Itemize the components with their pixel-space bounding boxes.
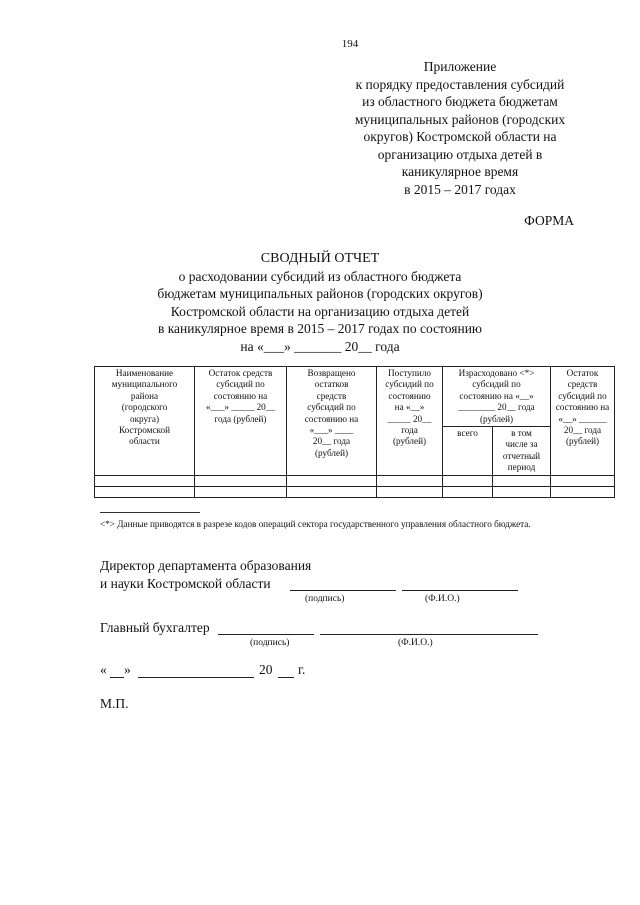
appendix-line: организацию отдыха детей в [377,146,543,162]
date-day-line [110,677,124,678]
table-cell [443,486,493,497]
appendix-line: округов) Костромской области на [363,129,557,144]
appendix-line: из областного бюджета бюджетам [362,94,558,109]
report-subtitle-line: бюджетам муниципальных районов (городских округов) [157,286,483,301]
accountant-sign-caption: (подпись) [250,638,290,648]
table-cell [493,475,551,486]
director-signature-line [290,590,396,591]
form-label: ФОРМА [524,213,574,228]
table-cell [377,475,443,486]
table-cell [195,486,287,497]
accountant-fio-caption: (Ф.И.О.) [398,638,433,648]
date-open-quote: « [100,662,107,677]
date-year-suffix: г. [298,662,306,677]
report-subtitle-line: о расходовании субсидий из областного бюджета [178,268,462,284]
footnote-rule [100,512,200,513]
header-returned: Возвращено остатков средств субсидий по состоянию на «___» ____ 20__ года (рублей) [287,367,377,476]
director-title-line1: Директор департамента образования [100,558,312,573]
report-subtitle-line: Костромской области на организацию отдыха детей [170,303,470,319]
appendix-line: каникулярное время [401,164,519,179]
report-date-line: на «___» _______ 20__ года [240,338,400,354]
table-cell [95,486,195,497]
date-close-quote: » [124,662,131,677]
appendix-block [330,58,590,198]
table-cell [195,475,287,486]
director-fio-line [402,590,518,591]
table-cell [287,475,377,486]
table-cell [377,486,443,497]
table-cell [551,475,615,486]
table-row [95,486,615,497]
header-balance: Остаток средств субсидий по состоянию на «___» _____ 20__ года (рублей) [195,367,287,476]
stamp-place: М.П. [100,696,129,711]
report-table [94,366,615,498]
appendix-line: к порядку предоставления субсидий [355,76,565,92]
accountant-title: Главный бухгалтер [100,620,210,635]
accountant-fio-line [320,634,538,635]
appendix-line: Приложение [423,59,497,74]
report-title: СВОДНЫЙ ОТЧЕТ [260,251,380,266]
page-number: 194 [341,38,359,50]
header-spent-total: всего [443,427,493,476]
header-spent-period: в том числе за отчетный период [493,427,551,476]
header-name: Наименование муниципального района (городского округа) Костромской области [95,367,195,476]
table-cell [287,486,377,497]
report-title-block [100,250,540,355]
report-subtitle-line: в каникулярное время в 2015 – 2017 годах по состоянию [157,321,483,336]
header-end-balance: Остаток средств субсидий по состоянию на «__» ______ 20__ года (рублей) [551,367,615,476]
appendix-line: муниципальных районов (городских [354,111,566,127]
director-fio-caption: (Ф.И.О.) [425,594,460,604]
header-spent: Израсходовано <*> субсидий по состоянию на «__» ________ 20__ года (рублей) [443,367,551,427]
table-row [95,475,615,486]
table-cell [551,486,615,497]
table-cell [95,475,195,486]
date-year-line [278,677,294,678]
director-title-line2: и науки Костромской области [100,576,271,591]
date-month-line [138,677,254,678]
accountant-signature-line [218,634,314,635]
director-sign-caption: (подпись) [305,594,345,604]
header-received: Поступило субсидий по состоянию на «__» _____ 20__ года (рублей) [377,367,443,476]
date-year-prefix: 20 [259,662,273,677]
appendix-line: в 2015 – 2017 годах [404,181,516,197]
footnote: <*> Данные приводятся в разрезе кодов операций сектора государственного управления областного бюджета. [100,519,531,529]
table-cell [493,486,551,497]
table-cell [443,475,493,486]
